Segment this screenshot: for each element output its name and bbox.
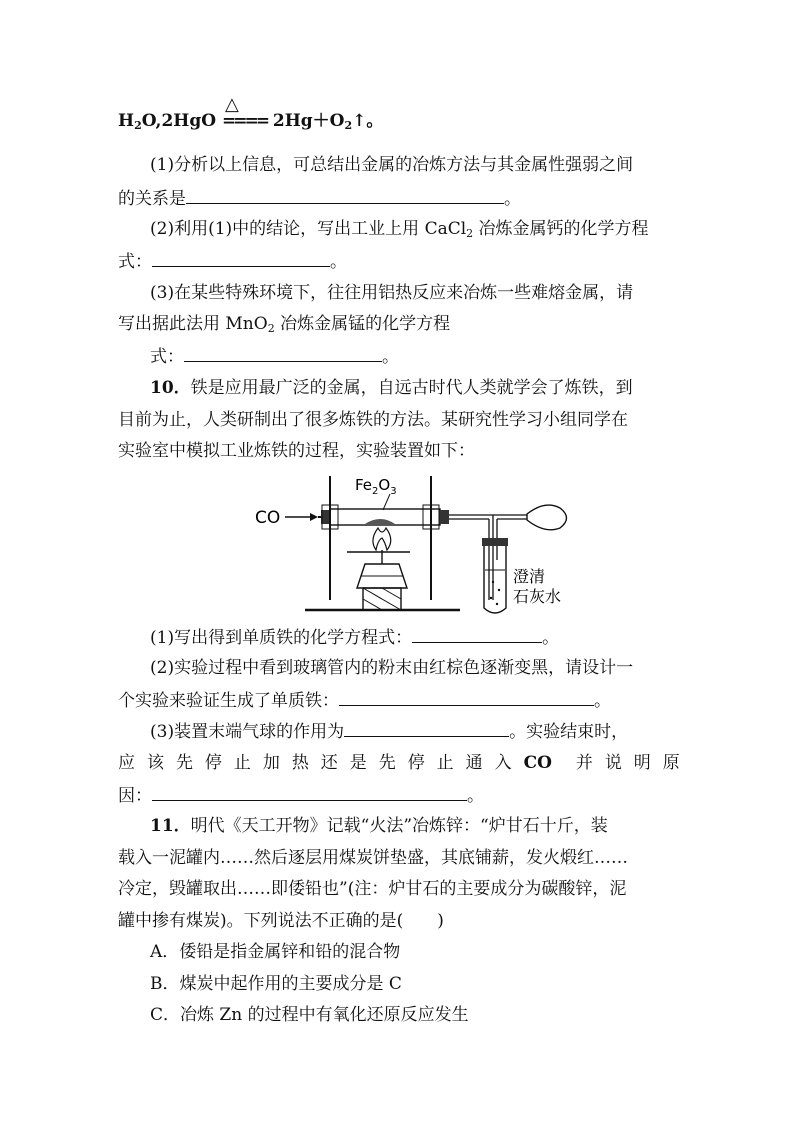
- arrow-head-icon: [310, 513, 318, 521]
- q9-part3-line2: 写出据此法用 MnO$_2$ 冶炼金属锰的化学方程: [118, 314, 451, 335]
- answer-blank[interactable]: [152, 250, 330, 267]
- justified-char: 还: [320, 753, 338, 773]
- reaction-sign: ====: [221, 111, 267, 131]
- answer-blank[interactable]: [152, 784, 467, 801]
- justified-char: 停: [204, 753, 222, 773]
- fe2o3-powder: [365, 519, 395, 524]
- answer-blank[interactable]: [186, 187, 504, 204]
- q10-part1: (1)写出得到单质铁的化学方程式： 。: [150, 628, 560, 648]
- justified-char: 停: [407, 753, 425, 773]
- balloon: [527, 505, 567, 530]
- question-number: 10．: [150, 378, 191, 398]
- heating-condition-symbol: △: [225, 94, 239, 115]
- test-tube: [484, 546, 506, 613]
- justified-char: 原: [662, 753, 680, 773]
- test-tube-stopper: [482, 538, 508, 546]
- q10-part3-line1: (3)装置末端气球的作用为 。实验结束时，: [150, 722, 629, 742]
- justified-char: 是: [349, 753, 367, 773]
- right-stopper: [439, 510, 449, 524]
- justified-char: 说: [604, 753, 622, 773]
- q10-line2: 目前为止，人类研制出了很多炼铁的方法。某研究性学习小组同学在: [118, 410, 628, 430]
- justified-char: CO: [523, 753, 552, 773]
- answer-blank[interactable]: [184, 345, 382, 362]
- q11-option-b[interactable]: B．煤炭中起作用的主要成分是 C: [150, 974, 402, 994]
- justified-char: 明: [633, 753, 651, 773]
- answer-blank[interactable]: [412, 626, 542, 643]
- q11-line2: 载入一泥罐内……然后逐层用煤炭饼垫盛，其底铺薪，发火煅红……: [118, 848, 628, 868]
- top-equation: $H_2O,2HgO$ ==== $2Hg+O_2↑$。: [118, 111, 384, 132]
- question-number: 11．: [150, 816, 191, 836]
- q9-part3-line1: (3)在某些特殊环境下，往往用铝热反应来冶炼一些难熔金属，请: [150, 283, 634, 303]
- limewater-label-line2: 石灰水: [513, 587, 562, 606]
- answer-blank[interactable]: [339, 689, 594, 706]
- q10-line1: 10．铁是应用最广泛的金属，自远古时代人类就学会了炼铁，到: [150, 378, 633, 398]
- q11-line3: 冷定，毁罐取出……即倭铅也”(注：炉甘石的主要成分为碳酸锌，泥: [118, 879, 627, 899]
- justified-char: 应: [118, 753, 135, 773]
- fe2o3-label: $Fe_2O_3$: [355, 476, 397, 497]
- justified-char: 先: [378, 753, 396, 773]
- q9-part1-line2: 的关系是 。: [118, 189, 521, 209]
- q11-line1: 11．明代《天工开物》记载“火法”冶炼锌：“炉甘石十斤，装: [150, 816, 608, 836]
- co-label: CO: [255, 508, 281, 528]
- q9-part3-line3: 式： 。: [150, 347, 399, 367]
- justified-char: 该: [146, 753, 164, 773]
- q11-option-c[interactable]: C．冶炼 Zn 的过程中有氧化还原反应发生: [150, 1005, 469, 1025]
- justified-char: 热: [291, 753, 309, 773]
- q9-part2-line1: (2)利用(1)中的结论，写出工业上用 CaCl$_2$ 冶炼金属钙的化学方程: [150, 219, 649, 240]
- fe2o3-pointer: [383, 494, 390, 510]
- iron-smelting-apparatus-figure: [255, 470, 575, 616]
- justified-char: 止: [233, 753, 251, 773]
- justified-char: 先: [175, 753, 193, 773]
- q10-part3-line2: [118, 752, 680, 774]
- justified-char: 并: [575, 753, 593, 773]
- q11-option-a[interactable]: A．倭铅是指金属锌和铅的混合物: [150, 942, 401, 962]
- justified-char: 入: [494, 753, 512, 773]
- q10-part2-line1: (2)实验过程中看到玻璃管内的粉末由红棕色逐渐变黑，请设计一: [150, 658, 634, 678]
- q10-line3: 实验室中模拟工业炼铁的过程，实验装置如下：: [118, 441, 475, 461]
- flame-icon: [373, 528, 391, 550]
- q11-line4: 罐中掺有煤炭)。下列说法不正确的是( ): [118, 911, 444, 931]
- q9-part1-line1: (1)分析以上信息，可总结出金属的冶炼方法与其金属性强弱之间: [150, 155, 634, 175]
- justified-char: 通: [465, 753, 483, 773]
- limewater-label-line1: 澄清: [513, 567, 546, 586]
- answer-blank[interactable]: [344, 720, 509, 737]
- q9-part2-line2: 式： 。: [118, 252, 347, 272]
- q10-part2-line2: 个实验来验证生成了单质铁： 。: [118, 691, 611, 711]
- q10-part3-line3: 因： 。: [118, 786, 484, 806]
- justified-char: 止: [436, 753, 454, 773]
- justified-char: 加: [262, 753, 280, 773]
